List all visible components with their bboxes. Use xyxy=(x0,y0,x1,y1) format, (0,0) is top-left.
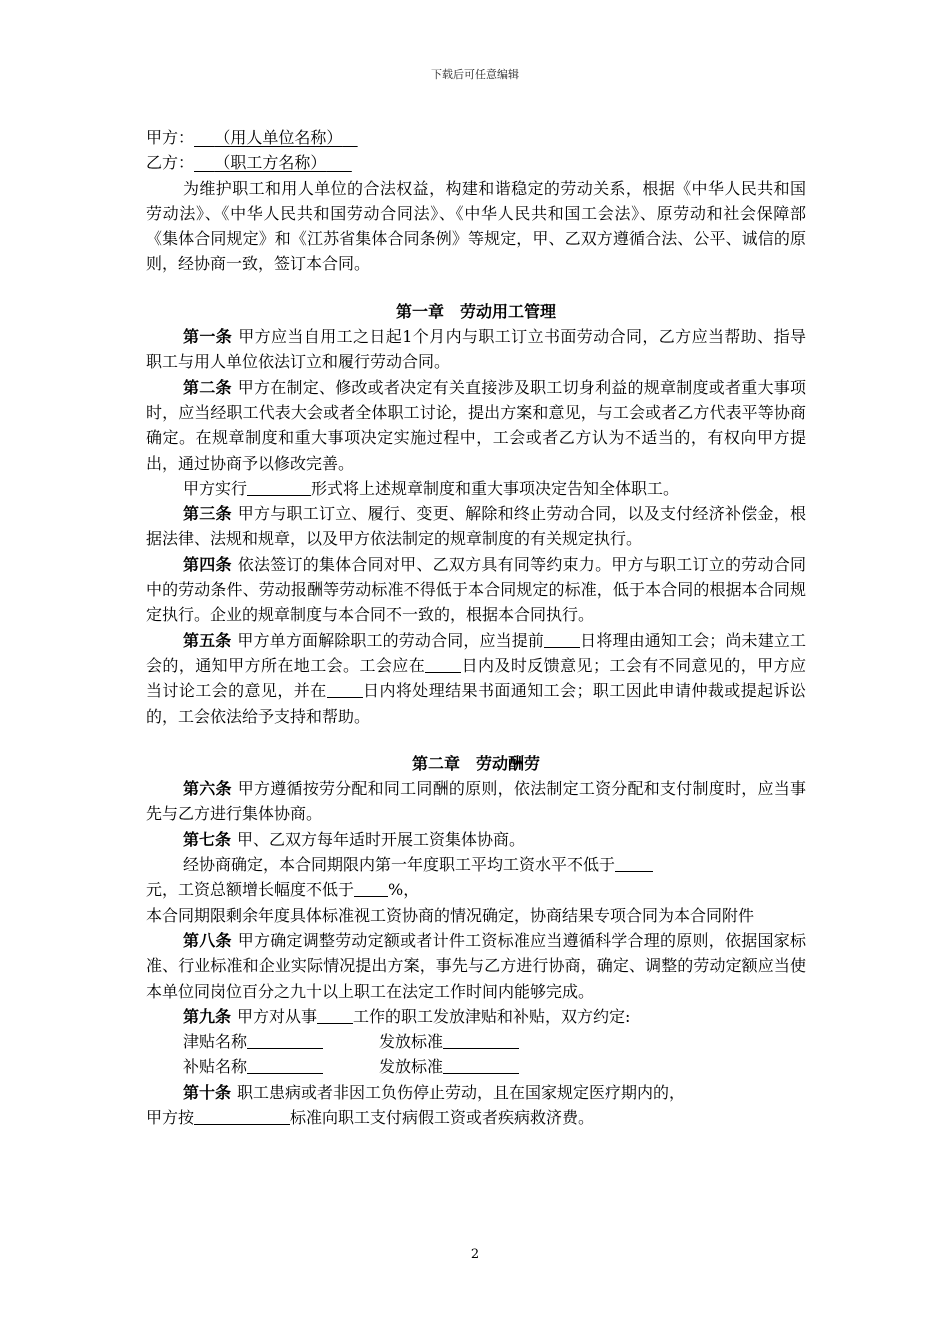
wage-terms-text-3: %， xyxy=(388,880,420,900)
article-8-label: 第八条 xyxy=(183,930,232,950)
preamble: 为维护职工和用人单位的合法权益，构建和谐稳定的劳动关系，根据《中华人民共和国劳动法》、《中华人民共和国劳动合同法》、《中华人民共和国工会法》、原劳动和社会保障部《集体合同规定》和《江苏省集体合同条例》等规定，甲、乙双方遵循合法、公平、诚信的原则，经协商一致，签订本合同。 xyxy=(146,178,806,274)
article-7-text: 甲、乙双方每年适时开展工资集体协商。 xyxy=(237,829,526,849)
document-body xyxy=(146,125,806,1130)
article-10-cont xyxy=(146,1105,806,1130)
subsidy-standard-label: 发放标准 xyxy=(379,1057,444,1077)
subsidy-name-blank[interactable] xyxy=(247,1057,323,1074)
article-1 xyxy=(146,324,806,375)
article-2-notice xyxy=(146,476,806,501)
article-5-text-2: 日将理由通知工会；尚未建立工会的，通知甲方所在地工会。工会应在 xyxy=(146,630,806,675)
result-days-blank[interactable] xyxy=(327,681,363,698)
article-2 xyxy=(146,375,806,476)
party-b-label: 乙方： xyxy=(146,153,195,173)
article-10-text-3: 标准向职工支付病假工资或者疾病救济费。 xyxy=(290,1107,595,1127)
article-4-text: 依法签订的集体合同对甲、乙双方具有同等约束力。甲方与职工订立的劳动合同中的劳动条件、劳动报酬等劳动标准不得低于本合同规定的标准，低于本合同的根据本合同规定执行。企业的规章制度与本合同不一致的，根据本合同执行。 xyxy=(146,554,806,625)
article-2-text: 甲方在制定、修改或者决定有关直接涉及职工切身利益的规章制度或者重大事项时，应当经职工代表大会或者全体职工讨论，提出方案和意见，与工会或者乙方代表平等协商确定。在规章制度和重大事项决定实施过程中，工会或者乙方认为不适当的，有权向甲方提出，通过协商予以修改完善。 xyxy=(146,377,806,473)
article-8 xyxy=(146,928,806,1004)
article-2-label: 第二条 xyxy=(183,377,232,397)
subsidy-standard-blank[interactable] xyxy=(443,1057,519,1074)
article-10 xyxy=(146,1080,806,1105)
wage-terms-text-1: 经协商确定，本合同期限内第一年度职工平均工资水平不低于 xyxy=(183,855,616,875)
sick-pay-standard-blank[interactable] xyxy=(194,1108,290,1125)
subsidy-name-label: 补贴名称 xyxy=(183,1057,248,1077)
article-7-wage-terms xyxy=(146,852,806,903)
article-6 xyxy=(146,776,806,827)
chapter-2-title: 第二章 劳动酬劳 xyxy=(411,753,540,773)
article-3-label: 第三条 xyxy=(183,504,232,524)
feedback-days-blank[interactable] xyxy=(425,656,461,673)
article-1-text: 甲方应当自用工之日起1个月内与职工订立书面劳动合同，乙方应当帮助、指导职工与用人单位依法订立和履行劳动合同。 xyxy=(146,327,806,372)
page-number: 2 xyxy=(470,1247,480,1262)
wage-terms-text-2: 元，工资总额增长幅度不低于 xyxy=(146,880,355,900)
growth-rate-blank[interactable] xyxy=(354,880,388,897)
article-3-text: 甲方与职工订立、履行、变更、解除和终止劳动合同，以及支付经济补偿金，根据法律、法规和规章，以及甲方依法制定的规章制度的有关规定执行。 xyxy=(146,504,806,549)
chapter-1-title: 第一章 劳动用工管理 xyxy=(395,301,556,321)
notice-days-blank[interactable] xyxy=(544,631,580,648)
party-a-value: （用人单位名称） xyxy=(214,128,343,147)
article-10-text-1: 职工患病或者非因工负伤停止劳动，且在国家规定医疗期内的， xyxy=(237,1082,686,1102)
page-header: 下载后可任意编辑 xyxy=(431,68,519,81)
article-5-text-3: 日内及时反馈意见；工会有不同意见的，甲方应当讨论工会的意见，并在 xyxy=(146,655,806,701)
article-4-label: 第四条 xyxy=(183,554,232,574)
article-5-text-1: 甲方单方面解除职工的劳动合同，应当提前 xyxy=(237,630,545,650)
article-9-label: 第九条 xyxy=(183,1006,232,1026)
allowance-row xyxy=(146,1029,806,1054)
allowance-standard-blank[interactable] xyxy=(443,1032,519,1049)
article-5-label: 第五条 xyxy=(183,630,232,650)
allowance-name-blank[interactable] xyxy=(247,1032,323,1049)
avg-wage-blank[interactable] xyxy=(615,855,653,872)
article-5-text-4: 日内将处理结果书面通知工会；职工因此申请仲裁或提起诉讼的，工会依法给予支持和帮助。 xyxy=(146,681,806,726)
article-2-notice-post: 形式将上述规章制度和重大事项决定告知全体职工。 xyxy=(311,478,680,498)
article-8-text: 甲方确定调整劳动定额或者计件工资标准应当遵循科学合理的原则，依据国家标准、行业标准和企业实际情况提出方案，事先与乙方进行协商，确定、调整的劳动定额应当使本单位同岗位百分之九十以上职工在法定工作时间内能够完成。 xyxy=(146,930,806,1001)
article-2-notice-pre: 甲方实行 xyxy=(183,478,248,498)
article-6-text: 甲方遵循按劳分配和同工同酬的原则，依法制定工资分配和支付制度时，应当事先与乙方进行集体协商。 xyxy=(146,779,806,824)
article-10-text-2: 甲方按 xyxy=(146,1107,195,1127)
notice-form-blank[interactable] xyxy=(247,479,311,496)
party-a-label: 甲方： xyxy=(146,128,195,147)
article-4 xyxy=(146,552,806,628)
party-b-line xyxy=(146,150,806,175)
article-1-label: 第一条 xyxy=(183,327,233,347)
article-7-label: 第七条 xyxy=(183,829,232,849)
article-6-label: 第六条 xyxy=(183,779,232,799)
work-type-blank[interactable] xyxy=(317,1007,353,1024)
article-7-remaining-years: 本合同期限剩余年度具体标准视工资协商的情况确定，协商结果专项合同为本合同附件 xyxy=(146,905,755,925)
article-9 xyxy=(146,1004,806,1029)
party-a-line xyxy=(146,125,806,150)
party-b-value: （职工方名称） xyxy=(214,153,327,173)
article-9-text-2: 工作的职工发放津贴和补贴，双方约定: xyxy=(353,1006,631,1026)
allowance-name-label: 津贴名称 xyxy=(183,1032,248,1052)
article-7 xyxy=(146,827,806,852)
article-9-text-1: 甲方对从事 xyxy=(237,1006,318,1026)
article-5 xyxy=(146,628,806,729)
subsidy-row xyxy=(146,1054,806,1079)
article-10-label: 第十条 xyxy=(183,1082,232,1102)
article-3 xyxy=(146,501,806,552)
allowance-standard-label: 发放标准 xyxy=(379,1032,444,1052)
